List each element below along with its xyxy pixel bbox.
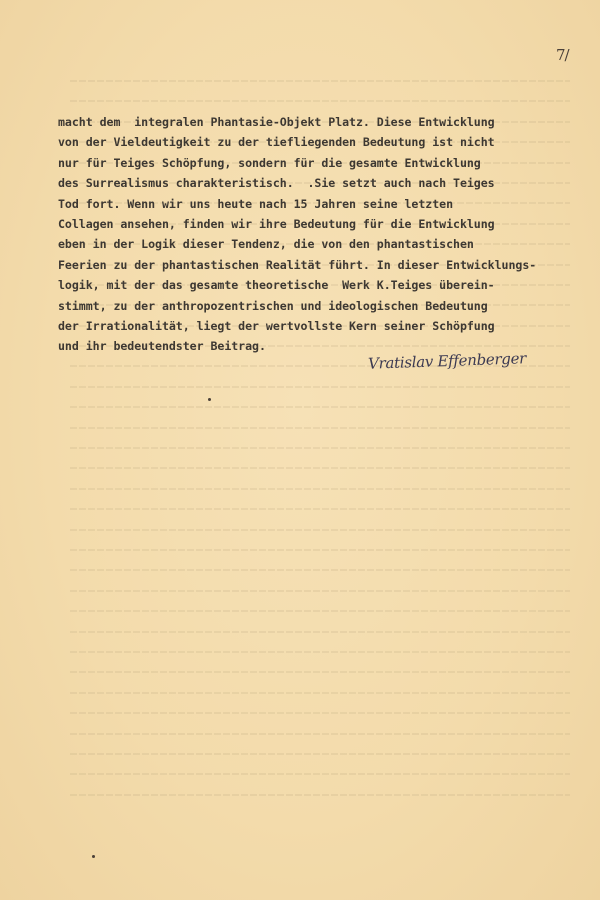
- text-line: Feerien zu der phantastischen Realität führt. In dieser Entwicklungs-: [58, 257, 537, 272]
- text-line: stimmt, zu der anthropozentrischen und ideologischen Bedeutung: [58, 298, 488, 313]
- page-number: 7/: [556, 46, 569, 64]
- text-line: Collagen ansehen, finden wir ihre Bedeutung für die Entwicklung: [58, 216, 495, 231]
- paper-speck: [208, 398, 211, 401]
- paper-speck: [92, 855, 95, 858]
- text-line: nur für Teiges Schöpfung, sondern für die gesamte Entwicklung: [58, 155, 481, 170]
- body-text: [58, 112, 598, 357]
- text-line: Tod fort. Wenn wir uns heute nach 15 Jahren seine letzten: [58, 196, 454, 211]
- handwritten-signature: Vratislav Effenberger: [367, 349, 527, 373]
- text-line: eben in der Logik dieser Tendenz, die von den phantastischen: [58, 237, 474, 252]
- text-line: logik, mit der das gesamte theoretische Werk K.Teiges überein-: [58, 278, 495, 293]
- text-line: von der Vieldeutigkeit zu der tiefliegenden Bedeutung ist nicht: [58, 135, 495, 150]
- text-line: des Surrealismus charakteristisch. .Sie setzt auch nach Teiges: [58, 176, 495, 191]
- text-line: und ihr bedeutendster Beitrag.: [58, 339, 266, 354]
- text-line: der Irrationalität, liegt der wertvollste Kern seiner Schöpfung: [58, 318, 495, 333]
- text-line: macht dem integralen Phantasie-Objekt Platz. Diese Entwicklung: [58, 115, 495, 129]
